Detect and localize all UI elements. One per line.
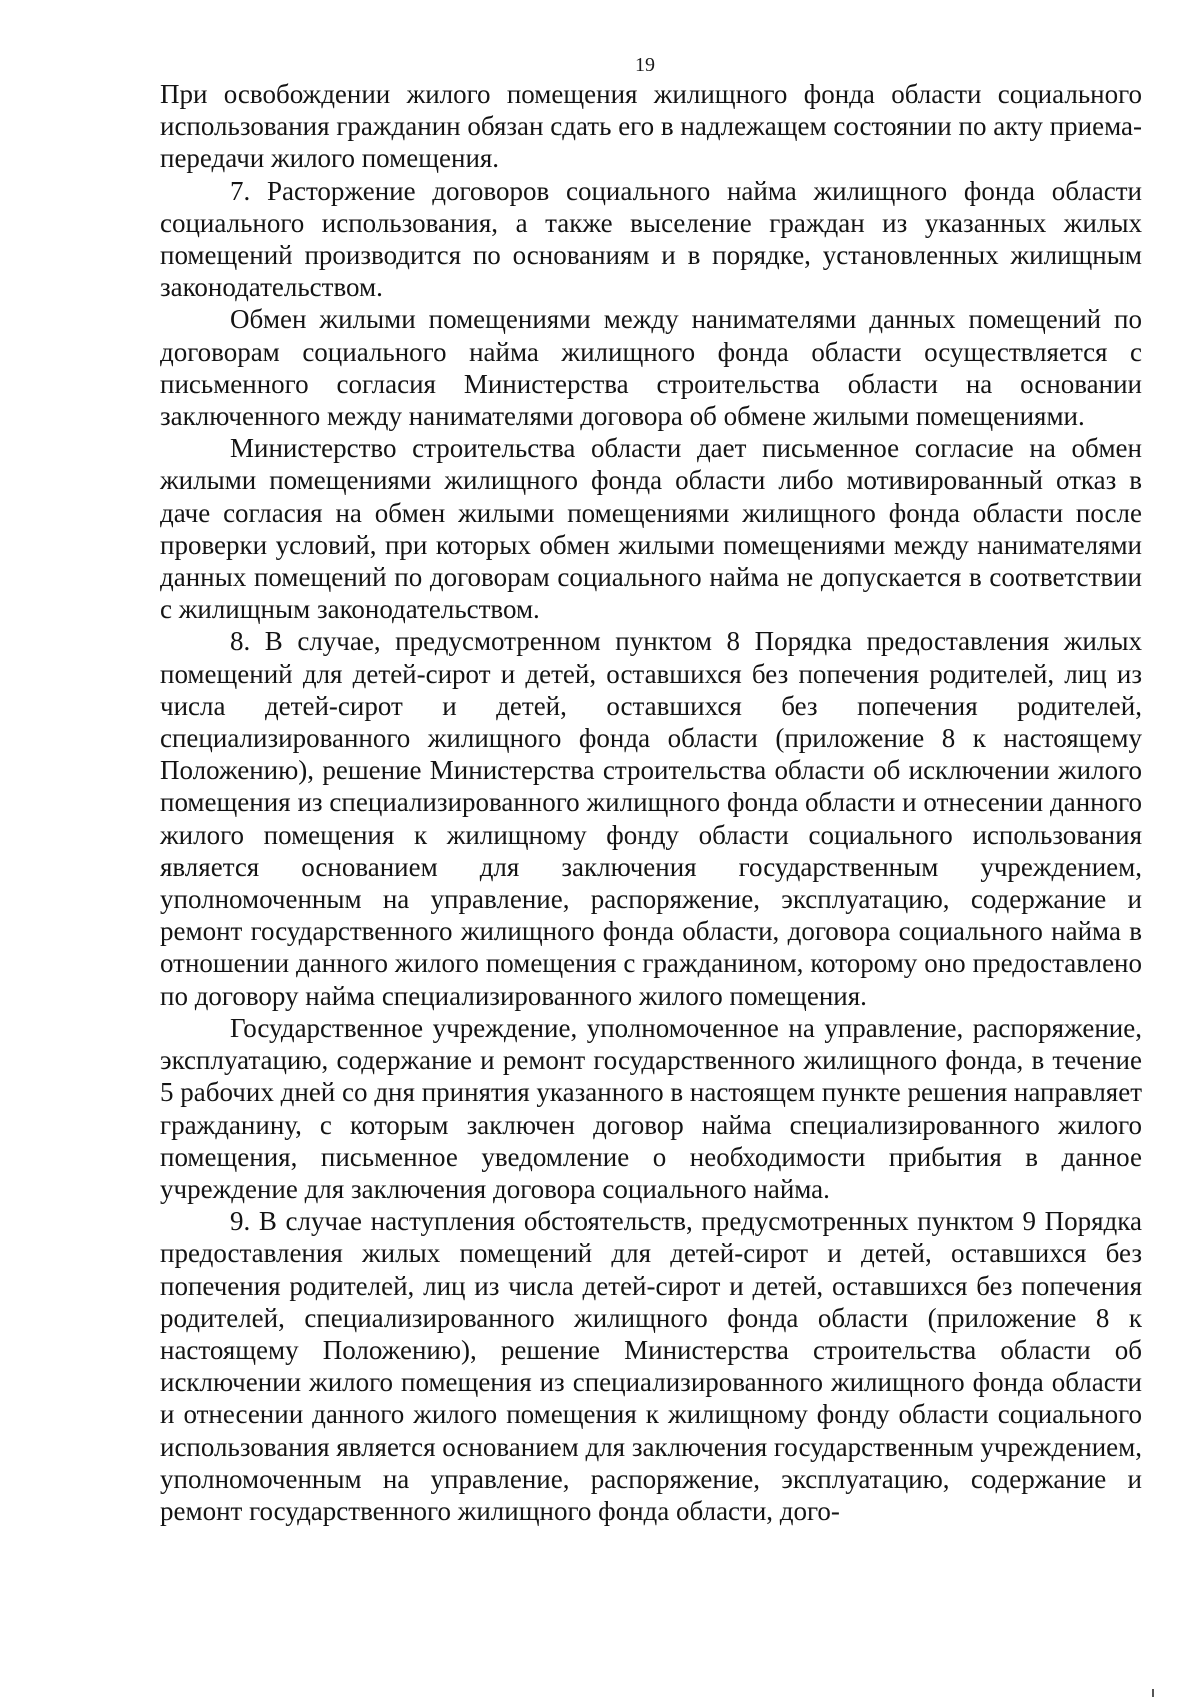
document-body [160, 78, 1142, 1527]
paragraph-8-exclusion: 8. В случае, предусмотренном пунктом 8 Порядка предоставления жилых помещений для детей-сирот и детей, оставшихся без попечения родителей, лиц из числа детей-сирот и детей, оставшихся без попечения родителей, специализированного жилищного фонда области (приложение 8 к настоящему Положению), решение Министерства строительства области об исключении жилого помещения из специализированного жилищного фонда области и отнесении данного жилого помещения к жилищному фонду области социального использования является основанием для заключения государственным учреждением, уполномоченным на управление, распоряжение, эксплуатацию, содержание и ремонт государственного жилищного фонда области, договора социального найма в отношении данного жилого помещения с гражданином, которому оно предоставлено по договору найма специализированного жилого помещения. [160, 626, 1142, 1011]
scan-mark [1152, 1689, 1154, 1697]
page-number: 19 [635, 54, 655, 76]
paragraph-exchange: Обмен жилыми помещениями между нанимателями данных помещений по договорам социального найма жилищного фонда области осуществляется с письменного согласия Министерства строительства области на основании заключенного между нанимателями договора об обмене жилыми помещениями. [160, 304, 1142, 432]
paragraph-release-of-premises: При освобождении жилого помещения жилищного фонда области социального использования гражданин обязан сдать его в надлежащем состоянии по акту приема-передачи жилого помещения. [160, 79, 1142, 174]
paragraph-7-termination: 7. Расторжение договоров социального найма жилищного фонда области социального использования, а также выселение граждан из указанных жилых помещений производится по основаниям и в порядке, установленных жилищным законодательством. [160, 175, 1142, 303]
paragraph-9-circumstances: 9. В случае наступления обстоятельств, предусмотренных пунктом 9 Порядка предоставления жилых помещений для детей-сирот и детей, оставшихся без попечения родителей, лиц из числа детей-сирот и детей, оставшихся без попечения родителей, специализированного жилищного фонда области (приложение 8 к настоящему Положению), решение Министерства строительства области об исключении жилого помещения из специализированного жилищного фонда области и отнесении данного жилого помещения к жилищному фонду области социального использования является основанием для заключения государственным учреждением, уполномоченным на управление, распоряжение, эксплуатацию, содержание и ремонт государственного жилищного фонда области, дого- [160, 1206, 1142, 1526]
paragraph-state-institution-notice: Государственное учреждение, уполномоченное на управление, распоряжение, эксплуатацию, содержание и ремонт государственного жилищного фонда, в течение 5 рабочих дней со дня принятия указанного в настоящем пункте решения направляет гражданину, с которым заключен договор найма специализированного жилого помещения, письменное уведомление о необходимости прибытия в данное учреждение для заключения договора социального найма. [160, 1012, 1142, 1204]
paragraph-ministry-consent: Министерство строительства области дает письменное согласие на обмен жилыми помещениями жилищного фонда области либо мотивированный отказ в даче согласия на обмен жилыми помещениями жилищного фонда области после проверки условий, при которых обмен жилыми помещениями между нанимателями данных помещений по договорам социального найма не допускается в соответствии с жилищным законодательством. [160, 433, 1142, 625]
